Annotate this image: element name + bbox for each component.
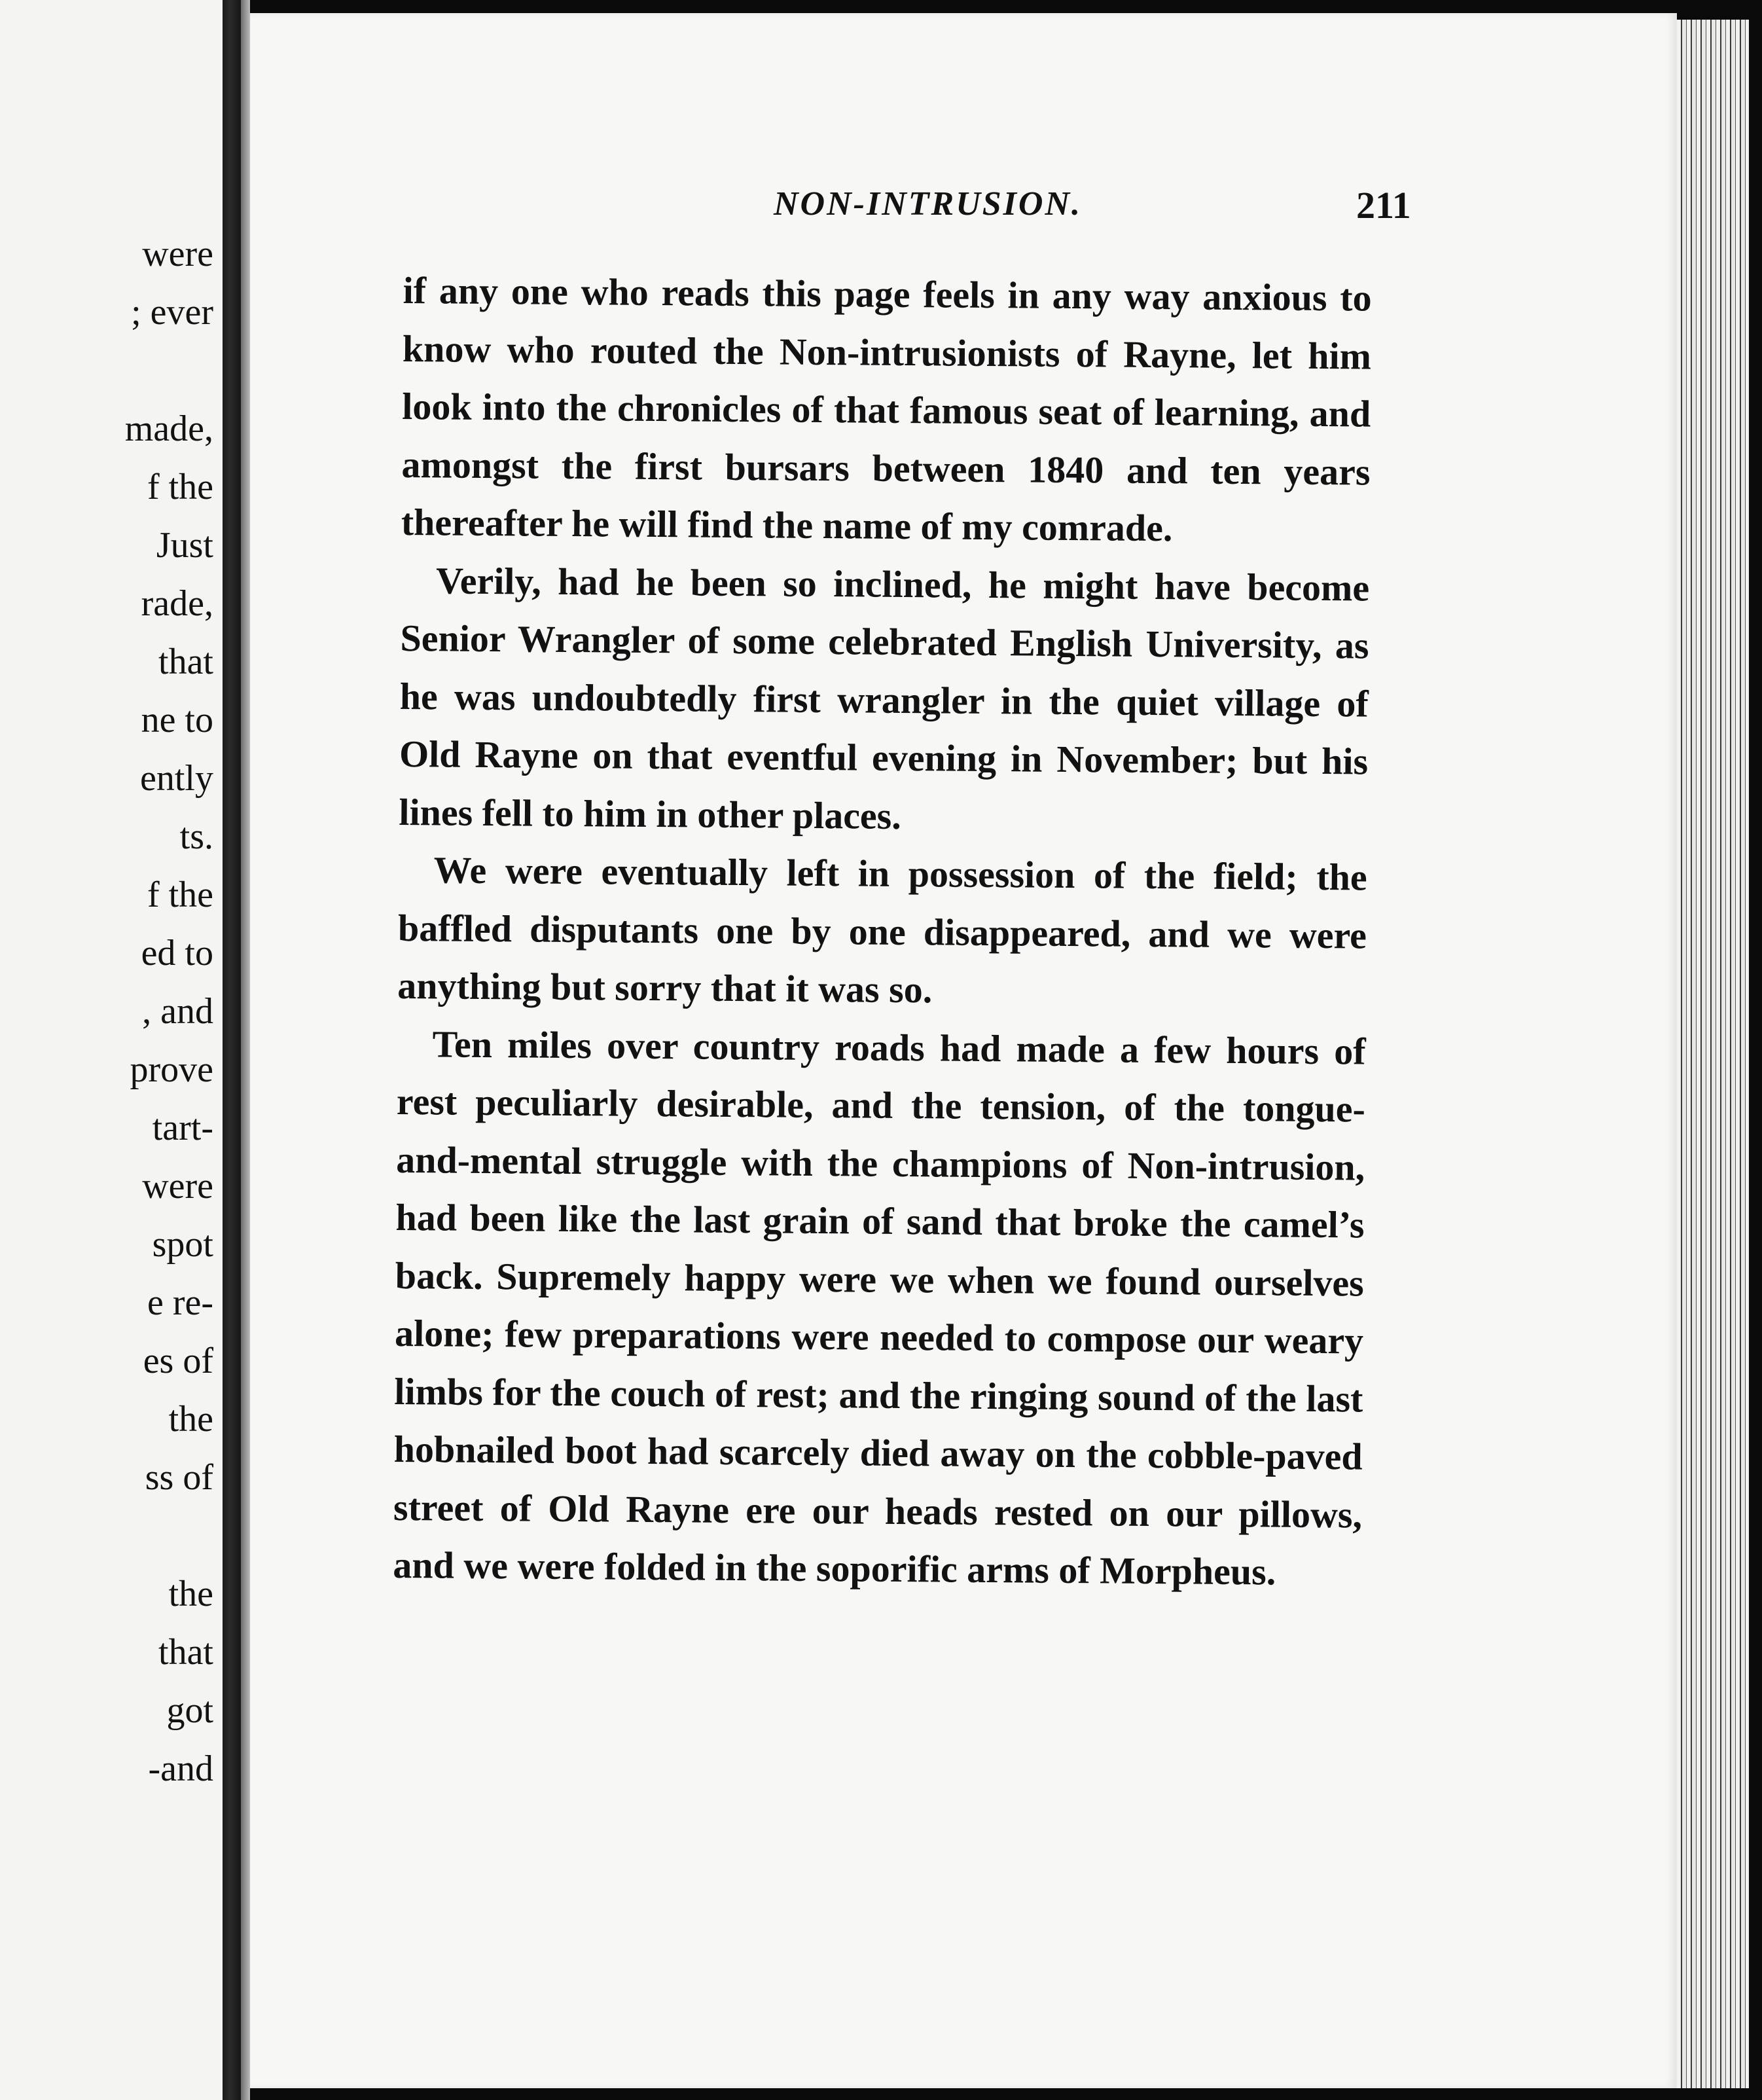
body-text (393, 262, 1372, 1602)
book-gutter (223, 0, 241, 2100)
left-page-text-fragments (0, 0, 213, 2100)
left-fragment-line: e re- (147, 1282, 213, 1323)
paragraph: if any one who reads this page feels in any way anxious to know who routed the Non-intrusionists of Rayne, let him look into the chronicles of that famous seat of learning, and amongst the first bursars between 1840 and ten years thereafter he will find the name of my comrade. (401, 268, 1372, 550)
left-fragment-line: spot (152, 1224, 213, 1265)
left-fragment-line: ts. (179, 816, 213, 857)
left-fragment-line: rade, (141, 583, 213, 624)
left-fragment-line: that (158, 1632, 213, 1673)
left-fragment-line: -and (148, 1748, 213, 1789)
left-fragment-line: made, (124, 408, 213, 449)
left-fragment-line: f the (147, 467, 213, 507)
left-fragment-line: ss of (145, 1457, 213, 1498)
right-main-page (250, 13, 1677, 2088)
left-fragment-line: were (142, 1166, 213, 1206)
left-fragment-line: Just (156, 525, 213, 566)
left-fragment-line: got (166, 1690, 213, 1731)
left-fragment-line: prove (130, 1049, 213, 1090)
left-fragment-line: ne to (141, 700, 213, 740)
left-fragment-line: that (158, 642, 213, 682)
left-fragment-line: es of (143, 1341, 213, 1381)
left-fragment-line: the (168, 1399, 213, 1439)
stacked-page-edges (1677, 20, 1749, 2088)
paragraph: Ten miles over country roads had made a few hours of rest peculiarly desirable, and the tension, of the tongue-and-mental struggle with the champions of Non-intrusion, had been like the last grain of sand that broke the camel’s back. Supremely happy were we when we found ourselves alone; few preparations were needed to compose our weary limbs for the couch of rest; and the ringing sound of the last hobnailed boot had scarcely died away on the cobble-paved street of Old Rayne ere our heads rested on our pillows, and we were folded in the soporific arms of Morpheus. (393, 1022, 1366, 1593)
left-fragment-line: f the (147, 875, 213, 915)
left-fragment-line: ed to (141, 933, 213, 973)
left-fragment-line: the (168, 1574, 213, 1614)
running-head: NON-INTRUSION. (774, 185, 1083, 223)
paragraph: Verily, had he been so inclined, he might have become Senior Wrangler of some celebrated English University, as he was undoubtedly first wrangler in the quiet village of Old Rayne on that eventful evening in November; but his lines fell to him in other places. (399, 558, 1370, 837)
left-fragment-line: , and (142, 991, 213, 1032)
left-facing-page (0, 0, 223, 2100)
left-fragment-line: ; ever (131, 292, 213, 333)
page-number: 211 (1356, 184, 1411, 226)
left-fragment-line: were (142, 234, 213, 274)
left-fragment-line: tart- (152, 1108, 213, 1148)
gutter-shadow (241, 0, 250, 2100)
paragraph: We were eventually left in possession of the field; the baffled disputants one by one disappeared, and we were anything but sorry that it was so. (397, 848, 1367, 1011)
left-fragment-line: ently (140, 758, 213, 799)
